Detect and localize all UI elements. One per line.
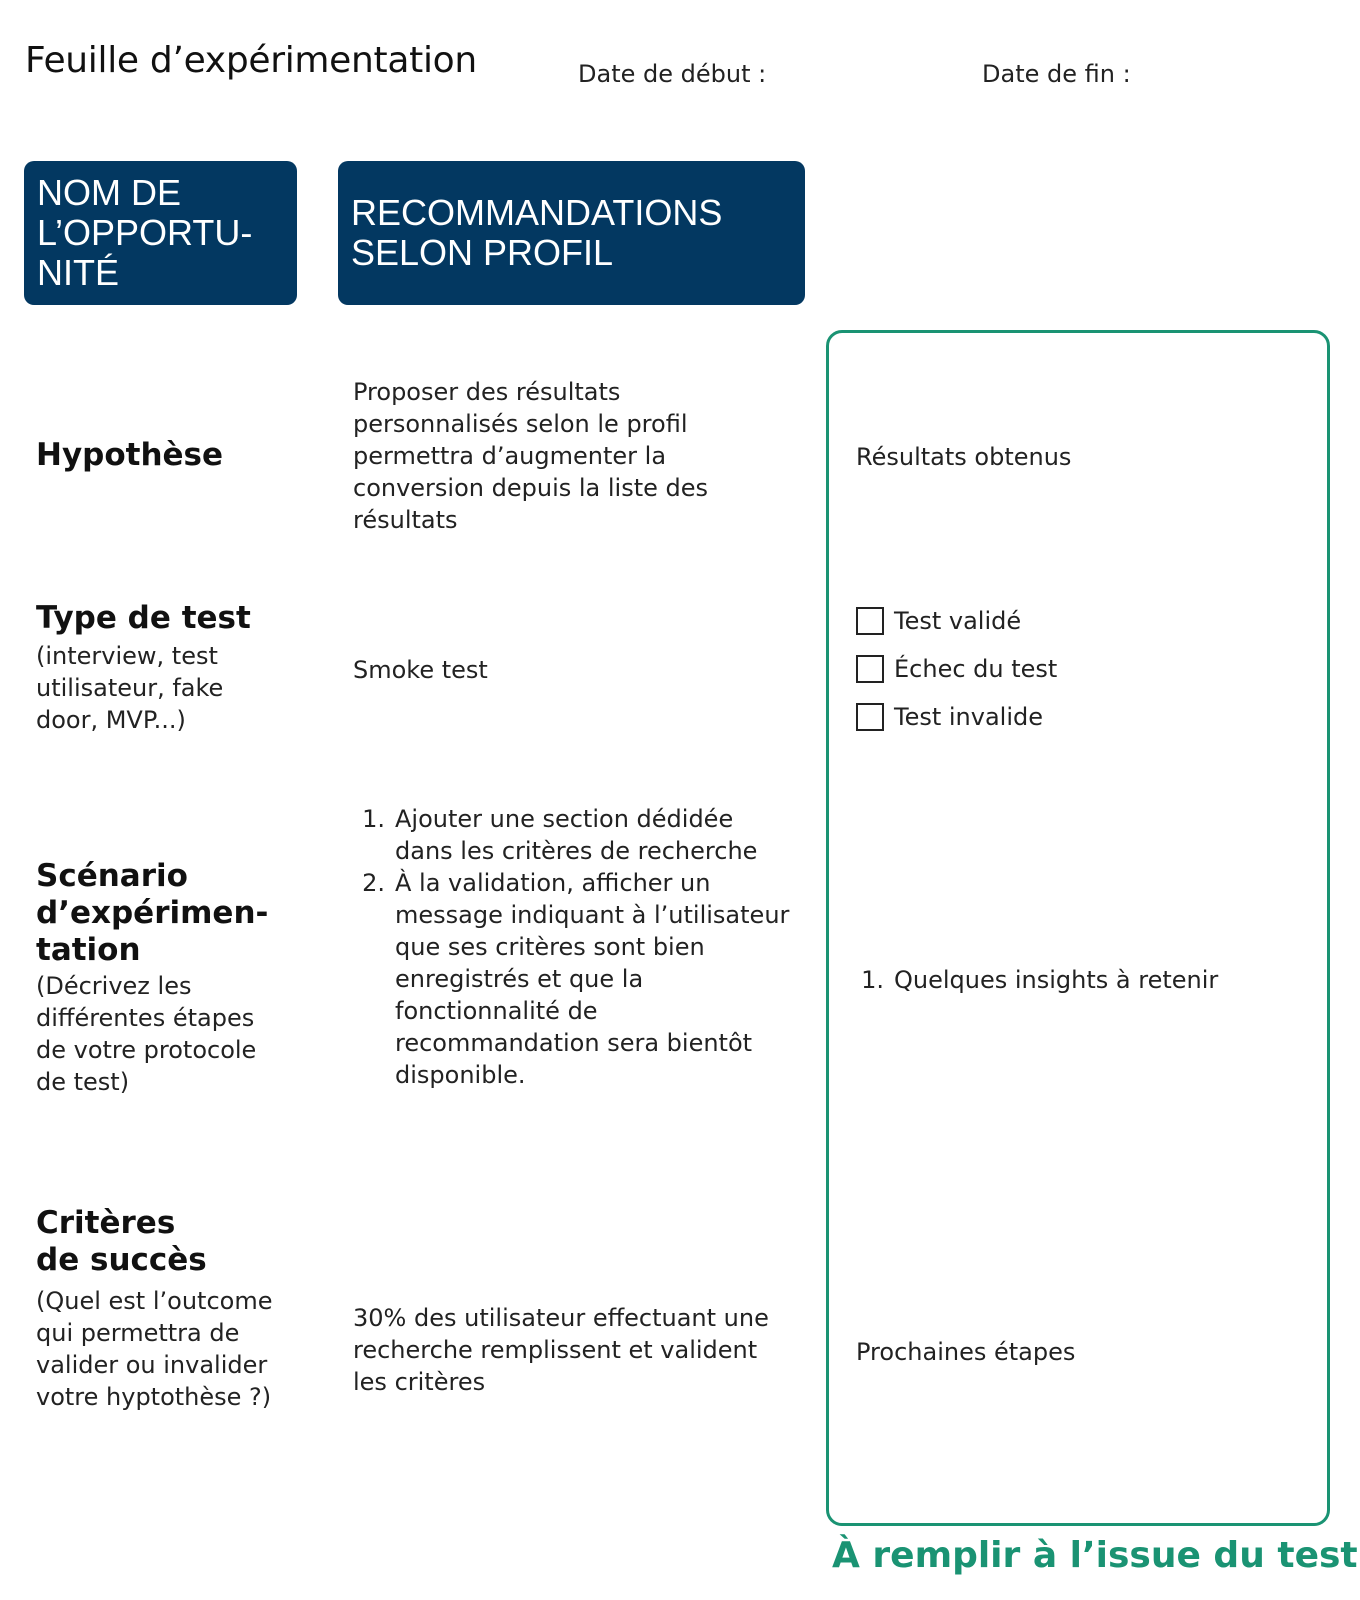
test-type-subtitle: (interview, test utilisateur, fake door, MVP...) — [36, 642, 224, 734]
opportunity-name-header — [24, 161, 297, 305]
list-item — [353, 803, 798, 867]
checkbox-square-icon[interactable] — [856, 607, 884, 635]
success-criteria-title-line: de succès — [36, 1242, 207, 1278]
checkbox-test-validated[interactable] — [856, 607, 1021, 635]
recommendations-header-line: SELON PROFIL — [351, 232, 614, 273]
checkbox-square-icon[interactable] — [856, 655, 884, 683]
checkbox-label: Échec du test — [894, 655, 1058, 683]
checkbox-square-icon[interactable] — [856, 703, 884, 731]
hypothesis-value: Proposer des résultats personnalisés selon le profil permettra d’augmenter la conversion depuis la liste des résultats — [353, 378, 709, 534]
scenario-title-line: d’expérimen- — [36, 895, 269, 931]
checkbox-test-invalid[interactable] — [856, 703, 1043, 731]
scenario-steps-list — [353, 803, 798, 1091]
list-item-number: 2. — [362, 869, 385, 897]
test-type-value: Smoke test — [353, 656, 488, 684]
insights-list — [852, 964, 1312, 996]
end-date-label: Date de fin : — [982, 60, 1131, 88]
success-criteria-title-line: Critères — [36, 1205, 176, 1241]
results-panel-caption: À remplir à l’issue du test — [832, 1535, 1358, 1576]
success-criteria-value: 30% des utilisateur effectuant une recherche remplissent et valident les critères — [353, 1304, 769, 1396]
opportunity-header-line: L’OPPORTU- — [37, 212, 253, 253]
success-criteria-title — [36, 1205, 207, 1279]
list-item-number: 1. — [861, 966, 884, 994]
scenario-subtitle: (Décrivez les différentes étapes de votre protocole de test) — [36, 972, 257, 1096]
results-obtained-label: Résultats obtenus — [856, 443, 1072, 471]
recommendations-header — [338, 161, 805, 305]
list-item — [852, 964, 1312, 996]
list-item-text: Quelques insights à retenir — [894, 966, 1219, 994]
checkbox-label: Test invalide — [894, 703, 1044, 731]
list-item-number: 1. — [362, 805, 385, 833]
opportunity-header-line: NITÉ — [37, 252, 120, 293]
scenario-title — [36, 858, 268, 969]
start-date-label: Date de début : — [578, 60, 767, 88]
opportunity-header-line: NOM DE — [37, 172, 181, 213]
success-criteria-subtitle: (Quel est l’outcome qui permettra de valider ou invalider votre hyptothèse ?) — [36, 1287, 273, 1411]
checkbox-label: Test validé — [894, 607, 1022, 635]
page-title: Feuille d’expérimentation — [25, 40, 477, 81]
test-type-title: Type de test — [36, 600, 251, 636]
recommendations-header-line: RECOMMANDATIONS — [351, 192, 723, 233]
scenario-title-line: tation — [36, 932, 141, 968]
next-steps-label: Prochaines étapes — [856, 1338, 1076, 1366]
list-item — [353, 867, 798, 1091]
checkbox-test-failed[interactable] — [856, 655, 1057, 683]
scenario-title-line: Scénario — [36, 858, 188, 894]
hypothesis-title: Hypothèse — [36, 437, 224, 473]
list-item-text: Ajouter une section dédidée dans les critères de recherche — [395, 805, 758, 865]
list-item-text: À la validation, afficher un message indiquant à l’utilisateur que ses critères sont bien enregistrés et que la fonctionnalité de recommandation sera bientôt disponible. — [395, 869, 790, 1089]
